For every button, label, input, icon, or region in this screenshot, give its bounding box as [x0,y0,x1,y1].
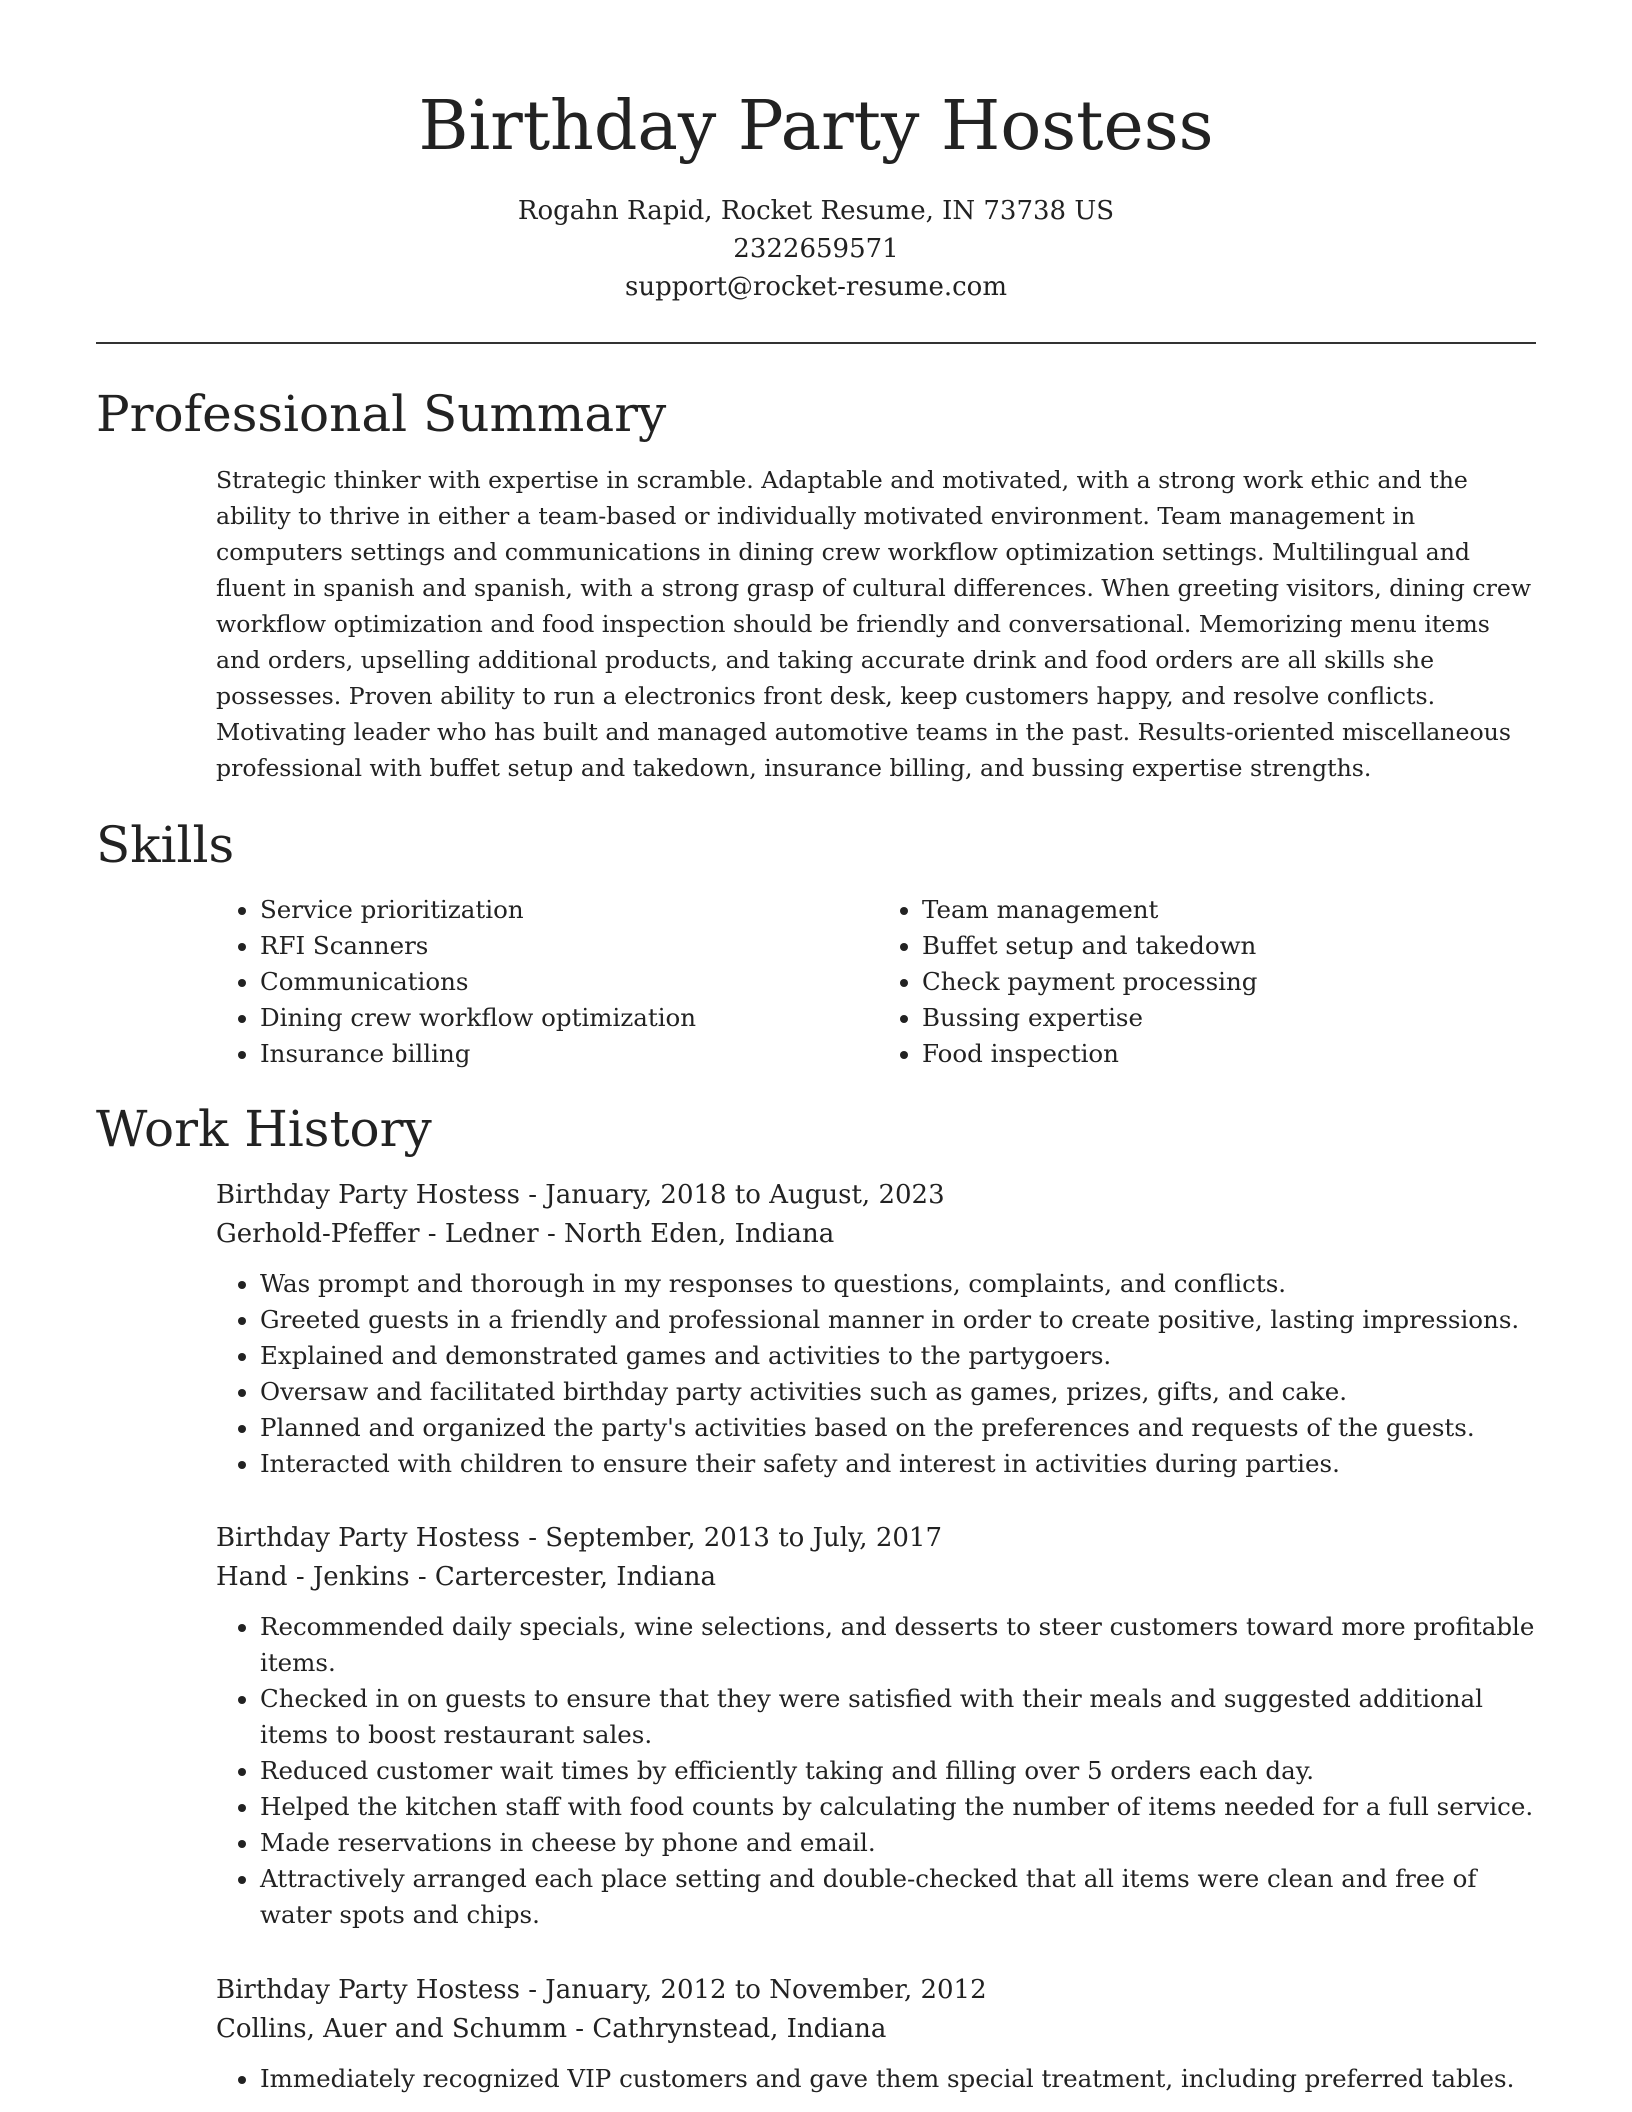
address: Rogahn Rapid, Rocket Resume, IN 73738 US [517,196,1115,226]
job-title-dates: Birthday Party Hostess - January, 2012 to November, 2012 [216,1975,987,2005]
skill-item: • Insurance billing [260,1036,878,1072]
candidate-name: Birthday Party Hostess [418,87,1214,166]
summary-heading: Professional Summary [96,385,667,443]
skill-item: • Team management [922,892,1540,928]
job-duties [216,2061,1540,2097]
skill-item: • Buffet setup and takedown [922,928,1540,964]
header-divider [96,342,1536,344]
email-address: support@rocket-resume.com [624,272,1007,302]
skill-item: • RFI Scanners [260,928,878,964]
job-entry [216,1176,1540,1482]
job-entry [216,1971,1540,2097]
skill-item: • Bussing expertise [922,1000,1540,1036]
skills-column-left [216,892,878,1072]
job-duty-item: • Recommended daily specials, wine selections, and desserts to steer customers toward more profitable items. [260,1609,1540,1681]
job-duty-item: • Was prompt and thorough in my responses to questions, complaints, and conflicts. [260,1266,1540,1302]
job-company-location: Gerhold-Pfeffer - Ledner - North Eden, Indiana [216,1219,835,1249]
job-duty-item: • Oversaw and facilitated birthday party activities such as games, prizes, gifts, and cake. [260,1374,1540,1410]
job-duty-item: • Reduced customer wait times by efficiently taking and filling over 5 orders each day. [260,1753,1540,1789]
skill-item: • Communications [260,964,878,1000]
job-duty-item: • Helped the kitchen staff with food counts by calculating the number of items needed for a full service. [260,1789,1540,1825]
resume-header [0,0,1632,306]
work-history-heading: Work History [96,1100,432,1158]
job-duties [216,1266,1540,1482]
job-duty-item: • Explained and demonstrated games and activities to the partygoers. [260,1338,1540,1374]
job-title-dates: Birthday Party Hostess - September, 2013 to July, 2017 [216,1523,942,1553]
skills-list [216,892,1540,1072]
contact-block [0,192,1632,306]
job-company-location: Hand - Jenkins - Cartercester, Indiana [216,1562,716,1592]
job-title-dates: Birthday Party Hostess - January, 2018 to August, 2023 [216,1180,945,1210]
skill-item: • Service prioritization [260,892,878,928]
job-duty-item: • Attractively arranged each place setting and double-checked that all items were clean and free of water spots and chips. [260,1861,1540,1933]
job-entry [216,1519,1540,1933]
skill-item: • Check payment processing [922,964,1540,1000]
job-duty-item: • Greeted guests in a friendly and professional manner in order to create positive, lasting impressions. [260,1302,1540,1338]
summary-text: Strategic thinker with expertise in scramble. Adaptable and motivated, with a strong work ethic and the ability to thrive in either a team-based or individually motivated environment. Team management in computers settings and communications in dining crew workflow optimization settings. Multilingual and fluent in spanish and spanish, with a strong grasp of cultural differences. When greeting visitors, dining crew workflow optimization and food inspection should be friendly and conversational. Memorizing menu items and orders, upselling additional products, and taking accurate drink and food orders are all skills she possesses. Proven ability to run a electronics front desk, keep customers happy, and resolve conflicts. Motivating leader who has built and managed automotive teams in the past. Results-oriented miscellaneous professional with buffet setup and takedown, insurance billing, and bussing expertise strengths. [216,466,1532,782]
job-duty-item: • Planned and organized the party's activities based on the preferences and requests of the guests. [260,1410,1540,1446]
skills-column-right [878,892,1540,1072]
job-company-location: Collins, Auer and Schumm - Cathrynstead, Indiana [216,2014,887,2044]
job-duty-item: • Checked in on guests to ensure that they were satisfied with their meals and suggested additional items to boost restaurant sales. [260,1681,1540,1753]
skill-item: • Food inspection [922,1036,1540,1072]
skill-item: • Dining crew workflow optimization [260,1000,878,1036]
skills-heading: Skills [96,816,235,874]
job-duties [216,1609,1540,1933]
phone-number: 2322659571 [733,234,899,264]
job-duty-item: • Immediately recognized VIP customers and gave them special treatment, including preferred tables. [260,2061,1540,2097]
job-duty-item: • Made reservations in cheese by phone and email. [260,1825,1540,1861]
job-duty-item: • Interacted with children to ensure their safety and interest in activities during parties. [260,1446,1540,1482]
